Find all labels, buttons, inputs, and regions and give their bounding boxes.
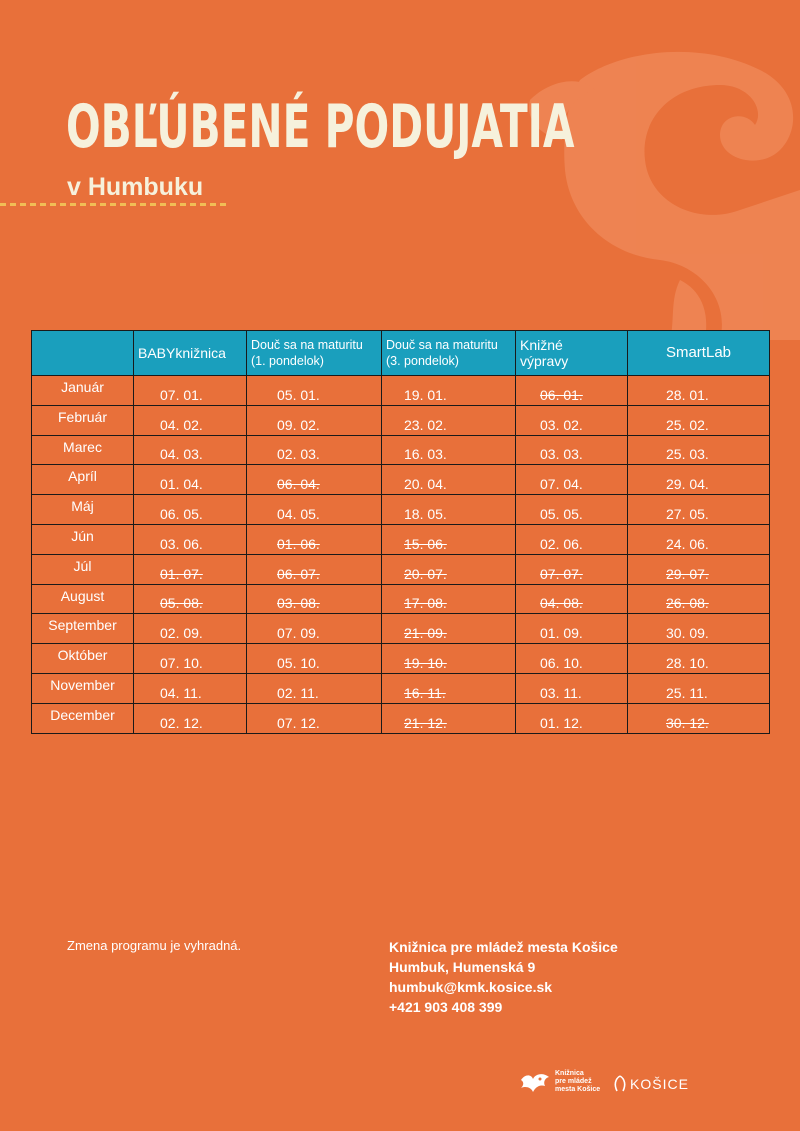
date-cell	[134, 376, 247, 406]
event-date: 01. 04.	[160, 476, 203, 493]
date-cell	[628, 614, 770, 644]
cancelled-date: 17. 08.	[404, 595, 447, 612]
event-date: 04. 11.	[160, 684, 202, 701]
column-header-babykniznica: BABYknižnica	[134, 331, 247, 376]
schedule-table	[31, 330, 770, 734]
event-date: 07. 01.	[160, 386, 203, 403]
kosice-logo: KOŠICE	[613, 1075, 689, 1093]
table-row	[32, 584, 770, 614]
event-date: 16. 03.	[404, 446, 447, 463]
event-date: 18. 05.	[404, 505, 447, 522]
table-row	[32, 614, 770, 644]
date-cell	[134, 554, 247, 584]
event-date: 25. 11.	[666, 684, 708, 701]
cancelled-date: 07. 07.	[540, 565, 583, 582]
date-cell	[628, 554, 770, 584]
table-row	[32, 644, 770, 674]
date-cell	[516, 584, 628, 614]
event-date: 05. 01.	[277, 386, 320, 403]
event-date: 23. 02.	[404, 416, 447, 433]
cancelled-date: 19. 10.	[404, 654, 447, 671]
month-cell: September	[32, 614, 134, 644]
cancelled-date: 15. 06.	[404, 535, 447, 552]
event-date: 03. 02.	[540, 416, 583, 433]
event-date: 02. 06.	[540, 535, 583, 552]
date-cell	[628, 703, 770, 733]
table-row	[32, 465, 770, 495]
cancelled-date: 01. 07.	[160, 565, 203, 582]
month-cell: Júl	[32, 554, 134, 584]
date-cell	[516, 703, 628, 733]
contact-name: Knižnica pre mládež mesta Košice	[389, 939, 618, 955]
event-date: 25. 02.	[666, 416, 709, 433]
table-header-row	[32, 331, 770, 376]
table-row	[32, 554, 770, 584]
date-cell	[134, 703, 247, 733]
cancelled-date: 21. 09.	[404, 625, 447, 642]
date-cell	[134, 405, 247, 435]
event-date: 04. 03.	[160, 446, 203, 463]
cancelled-date: 03. 08.	[277, 595, 320, 612]
column-header-month	[32, 331, 134, 376]
page-subtitle: v Humbuku	[67, 173, 204, 201]
month-cell: Január	[32, 376, 134, 406]
event-date: 05. 10.	[277, 654, 320, 671]
event-date: 03. 03.	[540, 446, 583, 463]
date-cell	[247, 703, 382, 733]
event-date: 09. 02.	[277, 416, 320, 433]
date-cell	[516, 554, 628, 584]
event-date: 20. 04.	[404, 476, 447, 493]
month-cell: Máj	[32, 495, 134, 525]
table-row	[32, 435, 770, 465]
month-cell: Apríl	[32, 465, 134, 495]
cancelled-date: 06. 07.	[277, 565, 320, 582]
month-cell: December	[32, 703, 134, 733]
date-cell	[516, 673, 628, 703]
event-date: 02. 11.	[277, 684, 319, 701]
date-cell	[134, 644, 247, 674]
kmk-logo: Knižnica pre mládež mesta Košice	[519, 1070, 600, 1094]
cancelled-date: 29. 07.	[666, 565, 709, 582]
event-date: 28. 01.	[666, 386, 709, 403]
date-cell	[382, 673, 516, 703]
page-title: OBĽÚBENÉ PODUJATIA	[66, 92, 575, 162]
event-date: 28. 10.	[666, 654, 709, 671]
month-cell: Marec	[32, 435, 134, 465]
contact-block	[389, 937, 618, 1017]
date-cell	[247, 673, 382, 703]
date-cell	[628, 435, 770, 465]
table-row	[32, 405, 770, 435]
date-cell	[628, 644, 770, 674]
cancelled-date: 06. 01.	[540, 386, 583, 403]
event-date: 29. 04.	[666, 476, 709, 493]
event-date: 25. 03.	[666, 446, 709, 463]
date-cell	[628, 524, 770, 554]
table-row	[32, 703, 770, 733]
contact-phone: +421 903 408 399	[389, 999, 503, 1015]
date-cell	[134, 673, 247, 703]
month-cell: Február	[32, 405, 134, 435]
date-cell	[516, 524, 628, 554]
event-date: 03. 06.	[160, 535, 203, 552]
month-cell: August	[32, 584, 134, 614]
event-date: 06. 10.	[540, 654, 583, 671]
event-date: 27. 05.	[666, 505, 709, 522]
date-cell	[516, 465, 628, 495]
table-row	[32, 495, 770, 525]
date-cell	[516, 435, 628, 465]
column-header-douc-3: Douč sa na maturitu (3. pondelok)	[382, 331, 516, 376]
date-cell	[516, 376, 628, 406]
column-header-smartlab: SmartLab	[628, 331, 770, 376]
date-cell	[516, 614, 628, 644]
cancelled-date: 16. 11.	[404, 684, 446, 701]
event-date: 04. 02.	[160, 416, 203, 433]
date-cell	[247, 376, 382, 406]
dashed-divider	[0, 203, 228, 206]
month-cell: Jún	[32, 524, 134, 554]
date-cell	[247, 524, 382, 554]
date-cell	[247, 584, 382, 614]
date-cell	[247, 495, 382, 525]
date-cell	[628, 465, 770, 495]
date-cell	[628, 376, 770, 406]
event-date: 02. 12.	[160, 714, 203, 731]
date-cell	[516, 405, 628, 435]
date-cell	[247, 435, 382, 465]
event-date: 07. 09.	[277, 625, 320, 642]
table-row	[32, 376, 770, 406]
date-cell	[516, 644, 628, 674]
date-cell	[382, 554, 516, 584]
date-cell	[628, 405, 770, 435]
program-change-note: Zmena programu je vyhradná.	[67, 938, 242, 953]
event-date: 02. 03.	[277, 446, 320, 463]
date-cell	[382, 405, 516, 435]
date-cell	[134, 584, 247, 614]
date-cell	[382, 465, 516, 495]
contact-address: Humbuk, Humenská 9	[389, 959, 536, 975]
cancelled-date: 06. 04.	[277, 476, 320, 493]
date-cell	[247, 405, 382, 435]
date-cell	[382, 703, 516, 733]
date-cell	[247, 554, 382, 584]
date-cell	[382, 376, 516, 406]
date-cell	[134, 435, 247, 465]
table-row	[32, 524, 770, 554]
date-cell	[134, 495, 247, 525]
event-date: 05. 05.	[540, 505, 583, 522]
decorative-ornament	[470, 40, 800, 340]
cancelled-date: 04. 08.	[540, 595, 583, 612]
event-date: 07. 04.	[540, 476, 583, 493]
table-row	[32, 673, 770, 703]
date-cell	[247, 644, 382, 674]
date-cell	[134, 614, 247, 644]
date-cell	[247, 614, 382, 644]
date-cell	[247, 465, 382, 495]
event-date: 24. 06.	[666, 535, 709, 552]
event-date: 30. 09.	[666, 625, 709, 642]
cancelled-date: 01. 06.	[277, 535, 320, 552]
cancelled-date: 30. 12.	[666, 714, 709, 731]
event-date: 01. 12.	[540, 714, 583, 731]
column-header-douc-1: Douč sa na maturitu (1. pondelok)	[247, 331, 382, 376]
cancelled-date: 05. 08.	[160, 595, 203, 612]
date-cell	[382, 644, 516, 674]
date-cell	[134, 524, 247, 554]
column-header-knizne-vypravy: Knižné výpravy	[516, 331, 628, 376]
event-date: 06. 05.	[160, 505, 203, 522]
date-cell	[628, 495, 770, 525]
date-cell	[134, 465, 247, 495]
kmk-logo-icon	[519, 1070, 551, 1094]
date-cell	[382, 524, 516, 554]
event-date: 02. 09.	[160, 625, 203, 642]
contact-email: humbuk@kmk.kosice.sk	[389, 979, 553, 995]
date-cell	[628, 584, 770, 614]
month-cell: Október	[32, 644, 134, 674]
cancelled-date: 21. 12.	[404, 714, 447, 731]
month-cell: November	[32, 673, 134, 703]
cancelled-date: 26. 08.	[666, 595, 709, 612]
event-date: 19. 01.	[404, 386, 447, 403]
date-cell	[382, 584, 516, 614]
date-cell	[382, 495, 516, 525]
date-cell	[382, 435, 516, 465]
event-date: 01. 09.	[540, 625, 583, 642]
event-date: 04. 05.	[277, 505, 320, 522]
kosice-logo-icon	[613, 1075, 627, 1093]
event-date: 07. 10.	[160, 654, 203, 671]
cancelled-date: 20. 07.	[404, 565, 447, 582]
date-cell	[382, 614, 516, 644]
date-cell	[628, 673, 770, 703]
event-date: 07. 12.	[277, 714, 320, 731]
date-cell	[516, 495, 628, 525]
event-date: 03. 11.	[540, 684, 582, 701]
